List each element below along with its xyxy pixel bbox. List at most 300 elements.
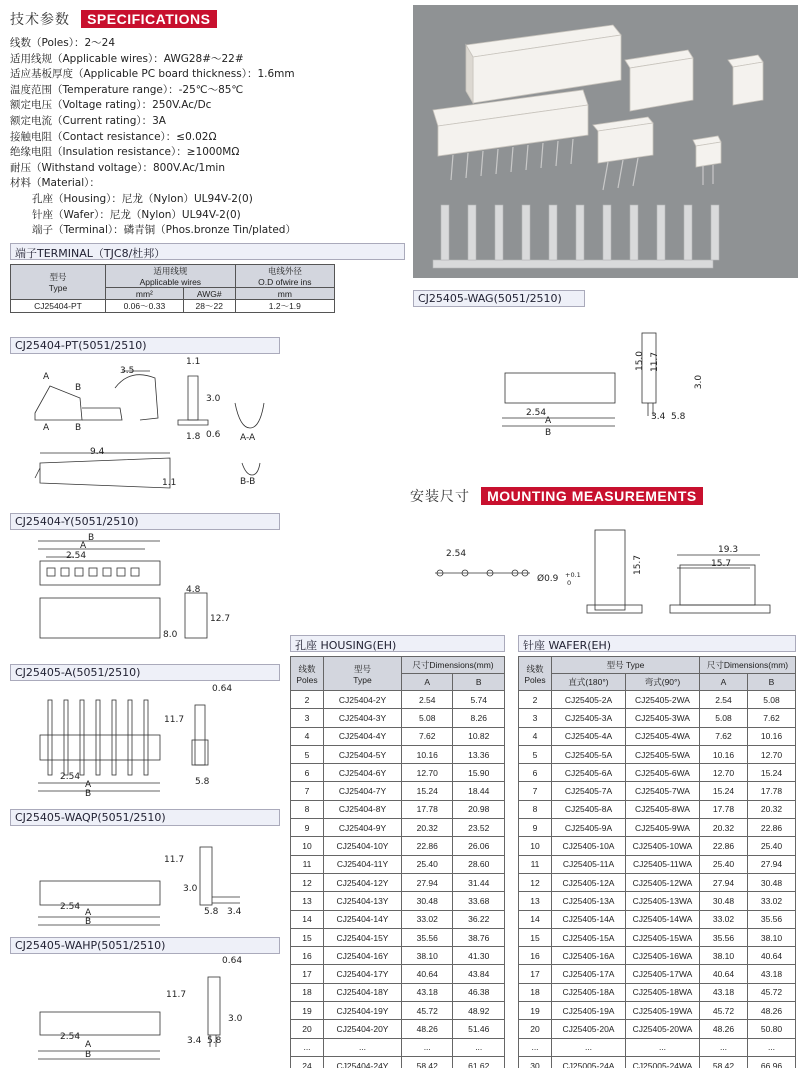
wafer-cell: 5.08 [747,691,795,709]
wafer-cell: 5 [519,745,552,763]
wahp-dim: 5.8 [207,1036,222,1046]
housing-row [291,819,505,837]
pin [48,700,52,775]
spec-line: 绝缘电阻（Insulation resistance）：≥1000MΩ [10,146,240,159]
a-dim: 5.8 [195,777,210,787]
wafer-cell: 19 [519,1002,552,1020]
wahp-dim: 11.7 [166,990,187,1000]
housing-cell: 12 [291,873,324,891]
wafer-cell: CJ25405-12WA [626,873,700,891]
wafer-cell: 4 [519,727,552,745]
wafer-cell: 10.16 [700,745,748,763]
housing-cell: 51.46 [453,1020,505,1038]
housing-cell: ... [291,1038,324,1056]
wafer-row [519,800,796,818]
wafer-cell: CJ25405-8WA [626,800,700,818]
pt-dim: 1.1 [162,478,177,488]
pt-dim: B [75,383,82,393]
wafer-cell: 17 [519,965,552,983]
mount-dim: Ø0.9 [537,574,559,584]
housing-cell: 48.26 [402,1020,453,1038]
spec-line: 材料（Material）： [10,177,100,190]
wag-dim: B [545,428,552,438]
pt-dim: B [75,423,82,433]
housing-cell: 28.60 [453,855,505,873]
housing-cell: ... [402,1038,453,1056]
specifications-header [10,9,217,29]
housing-cell: 10 [291,837,324,855]
terminal-cell: 1.2～1.9 [235,300,334,313]
housing-cell: 14 [291,910,324,928]
housing-cell: CJ25404-8Y [324,800,402,818]
mount-dim: 15.7 [711,559,732,569]
wafer-cell: 50.80 [747,1020,795,1038]
housing-cell: CJ25404-12Y [324,873,402,891]
spec-line: 接触电阻（Contact resistance）：≤0.02Ω [10,130,217,143]
housing-cell: 46.38 [453,983,505,1001]
wafer-cell: CJ25405-14WA [626,910,700,928]
wafer-cell: 10.16 [747,727,795,745]
wafer-cell: CJ25405-18A [552,983,626,1001]
wafer-cell: 22.86 [700,837,748,855]
wafer-cell: CJ25405-11A [552,855,626,873]
waqp-dim: 3.4 [227,907,242,917]
housing-cell: 15.90 [453,764,505,782]
wahp-drawing [10,957,285,1067]
specifications-header-cn: 技术参数 [10,12,70,28]
housing-cell: 22.86 [402,837,453,855]
wafer-cell: CJ25405-3A [552,709,626,727]
spec-line: 孔座（Housing）：尼龙（Nylon）UL94V-2(0) [32,192,253,205]
wafer-cell: CJ25405-7WA [626,782,700,800]
wafer-cell: 33.02 [700,910,748,928]
wag-dim: 3.0 [694,374,705,390]
housing-cell: CJ25404-18Y [324,983,402,1001]
y-dim: 2.54 [66,551,87,561]
wafer-cell: CJ25405-17A [552,965,626,983]
housing-cell: CJ25404-2Y [324,691,402,709]
housing-row [291,764,505,782]
wafer-table [518,656,796,1068]
pt-dim: 3.5 [120,366,135,376]
housing-cell: 3 [291,709,324,727]
mount-dim: 0 [567,579,572,587]
housing-cell: 61.62 [453,1056,505,1068]
housing-cell: CJ25404-14Y [324,910,402,928]
housing-cell: 31.44 [453,873,505,891]
housing-cell: CJ25404-4Y [324,727,402,745]
wafer-cell: 25.40 [747,837,795,855]
housing-cell: 38.10 [402,947,453,965]
terminal-table [10,264,335,313]
wafer-cell: CJ25405-12A [552,873,626,891]
housing-row [291,782,505,800]
housing-cell: 27.94 [402,873,453,891]
wafer-straight-header: 直式(180°) [552,674,626,691]
housing-cell: 48.92 [453,1002,505,1020]
wafer-row [519,947,796,965]
mounting-header-en: MOUNTING MEASUREMENTS [481,487,703,505]
pt-dim: 1.1 [186,357,201,367]
wafer-cell: 20 [519,1020,552,1038]
pt-dim: A [43,423,50,433]
housing-cell: CJ25404-10Y [324,837,402,855]
wafer-cell: 7.62 [700,727,748,745]
wahp-dim: 3.4 [187,1036,202,1046]
wafer-cell: CJ25405-10A [552,837,626,855]
pin [64,700,68,775]
pin [96,700,100,775]
wafer-cell: CJ25405-18WA [626,983,700,1001]
terminal-sub-mm: mm [235,288,334,300]
mounting-header-cn: 安装尺寸 [410,489,470,505]
housing-row [291,727,505,745]
wafer-cell: 3 [519,709,552,727]
wafer-cell: CJ25405-20A [552,1020,626,1038]
y-dim: 12.7 [210,614,231,624]
wag-dim: A [545,416,552,426]
housing-row [291,745,505,763]
wafer-cell: 15 [519,928,552,946]
mounting-header [410,486,703,506]
wafer-cell: 20.32 [700,819,748,837]
housing-row [291,1056,505,1068]
housing-cell: 18 [291,983,324,1001]
mounting-drawing [415,520,800,630]
housing-cell: 58.42 [402,1056,453,1068]
housing-cell: 30.48 [402,892,453,910]
wafer-cell: 14 [519,910,552,928]
wafer-cell: CJ25405-15A [552,928,626,946]
a-drawing [10,685,285,805]
pt-dim: A [43,372,50,382]
wafer-cell: 20.32 [747,800,795,818]
wafer-cell: 17.78 [747,782,795,800]
housing-cell: 23.52 [453,819,505,837]
terminal-sub-mm2: mm² [106,288,184,300]
housing-cell: 25.40 [402,855,453,873]
wafer-cell: CJ25405-2A [552,691,626,709]
wafer-cell: 12 [519,873,552,891]
wafer-row [519,691,796,709]
wafer-cell: 22.86 [747,819,795,837]
wafer-cell: CJ25405-9A [552,819,626,837]
housing-row [291,873,505,891]
housing-cell: 35.56 [402,928,453,946]
housing-cell: ... [324,1038,402,1056]
waqp-section-bar: CJ25405-WAQP(5051/2510) [10,809,280,826]
wafer-cell: 18 [519,983,552,1001]
pin [128,700,132,775]
housing-cell: 45.72 [402,1002,453,1020]
wafer-cell: CJ25405-13A [552,892,626,910]
housing-cell: CJ25404-3Y [324,709,402,727]
housing-cell: 6 [291,764,324,782]
wafer-cell: CJ25405-5A [552,745,626,763]
housing-cell: CJ25404-13Y [324,892,402,910]
housing-row [291,983,505,1001]
wag-dim: 5.8 [671,412,686,422]
wafer-cell: CJ25405-10WA [626,837,700,855]
wahp-dim: 2.54 [60,1032,81,1042]
wafer-section-bar: 针座 WAFER(EH) [518,635,796,652]
a-dim: 2.54 [60,772,81,782]
spec-line: 端子（Terminal）：磷青铜（Phos.bronze Tin/plated） [32,224,296,237]
housing-cell: 20.98 [453,800,505,818]
waqp-dim: 2.54 [60,902,81,912]
housing-cell: 16 [291,947,324,965]
housing-cell: 33.68 [453,892,505,910]
spec-line: 额定电流（Current rating）：3A [10,114,166,127]
housing-cell: 12.70 [402,764,453,782]
wafer-row [519,745,796,763]
wafer-cell: CJ25405-9WA [626,819,700,837]
spec-line: 针座（Wafer）：尼龙（Nylon）UL94V-2(0) [32,208,241,221]
housing-cell: 36.22 [453,910,505,928]
spec-line: 适用线规（Applicable wires）：AWG28#～22# [10,52,244,65]
wafer-row [519,819,796,837]
pin [80,700,84,775]
housing-cell: 26.06 [453,837,505,855]
housing-row [291,855,505,873]
wafer-row [519,873,796,891]
pt-dim: 1.8 [186,432,201,442]
housing-cell: 24 [291,1056,324,1068]
wafer-cell: CJ25405-4A [552,727,626,745]
wafer-row [519,1002,796,1020]
y-dim: 8.0 [163,630,178,640]
wafer-row [519,727,796,745]
wahp-dim: 3.0 [228,1014,243,1024]
housing-cell: CJ25404-16Y [324,947,402,965]
wafer-cell: CJ25405-7A [552,782,626,800]
wafer-row [519,983,796,1001]
housing-cell: 10.16 [402,745,453,763]
housing-cell: 13.36 [453,745,505,763]
wag-dim: 3.4 [651,412,666,422]
housing-cell: 2 [291,691,324,709]
housing-dim-header: 尺寸Dimensions(mm) [402,657,505,674]
housing-b-header: B [453,674,505,691]
wafer-cell: 9 [519,819,552,837]
wafer-row [519,928,796,946]
wafer-row [519,782,796,800]
wag-section-bar: CJ25405-WAG(5051/2510) [413,290,585,307]
y-section-bar: CJ25404-Y(5051/2510) [10,513,280,530]
pt-section-bar: CJ25404-PT(5051/2510) [10,337,280,354]
wafer-cell: CJ25405-15WA [626,928,700,946]
housing-row [291,837,505,855]
spec-line: 温度范围（Temperature range）：-25℃～85℃ [10,83,244,96]
wag-drawing [490,318,720,448]
terminal-cell: CJ25404-PT [11,300,106,313]
spec-line: 线数（Poles）：2～24 [10,37,116,49]
a-section-bar: CJ25405-A(5051/2510) [10,664,280,681]
y-drawing [10,533,285,653]
a-dim: 11.7 [164,715,185,725]
wafer-cell: CJ25405-6WA [626,764,700,782]
wafer-cell: 48.26 [700,1020,748,1038]
housing-cell: 7 [291,782,324,800]
housing-cell: 13 [291,892,324,910]
pt-dim: B-B [240,477,256,487]
wafer-cell: 40.64 [700,965,748,983]
housing-cell: CJ25404-9Y [324,819,402,837]
housing-cell: ... [453,1038,505,1056]
wafer-cell: 13 [519,892,552,910]
wafer-cell: CJ25405-8A [552,800,626,818]
connector-photo-illustration [413,5,798,278]
housing-cell: 40.64 [402,965,453,983]
housing-cell: CJ25404-20Y [324,1020,402,1038]
wafer-cell: 33.02 [747,892,795,910]
housing-cell: 9 [291,819,324,837]
wahp-dim: A [85,1040,92,1050]
y-dim: A [80,541,87,551]
wafer-a-header: A [700,674,748,691]
wafer-cell: 45.72 [747,983,795,1001]
wag-dim: 15.0 [635,350,646,372]
housing-cell: 43.18 [402,983,453,1001]
wafer-cell: ... [747,1038,795,1056]
wafer-row [519,1038,796,1056]
wafer-row [519,892,796,910]
terminal-cell: 0.06～0.33 [106,300,184,313]
housing-cell: 2.54 [402,691,453,709]
wafer-cell: 5.08 [700,709,748,727]
housing-cell: 15 [291,928,324,946]
a-dim: B [85,789,92,799]
wafer-cell: 7.62 [747,709,795,727]
wafer-cell: ... [626,1038,700,1056]
wafer-cell: 43.18 [700,983,748,1001]
wafer-cell: CJ25405-6A [552,764,626,782]
housing-a-header: A [402,674,453,691]
wafer-cell: CJ25405-17WA [626,965,700,983]
mount-dim: +0.1 [565,571,581,579]
wafer-row [519,709,796,727]
wafer-cell: 11 [519,855,552,873]
waqp-dim: A [85,908,92,918]
wafer-cell: CJ25405-20WA [626,1020,700,1038]
terminal-section-bar: 端子TERMINAL（TJC8/杜邦） [10,243,405,260]
wahp-dim: B [85,1050,92,1060]
wafer-cell: 2.54 [700,691,748,709]
wafer-cell: 38.10 [700,947,748,965]
housing-cell: CJ25404-17Y [324,965,402,983]
wafer-row [519,855,796,873]
wafer-cell: 25.40 [700,855,748,873]
housing-cell: 19 [291,1002,324,1020]
wafer-b-header: B [747,674,795,691]
housing-row [291,800,505,818]
wafer-cell: 17.78 [700,800,748,818]
wafer-cell: 38.10 [747,928,795,946]
wafer-cell: ... [552,1038,626,1056]
wafer-cell: 6 [519,764,552,782]
housing-cell: CJ25404-5Y [324,745,402,763]
housing-row [291,928,505,946]
waqp-dim: 5.8 [204,907,219,917]
housing-cell: 20.32 [402,819,453,837]
wafer-row [519,1056,796,1068]
specifications-header-en: SPECIFICATIONS [81,10,216,28]
terminal-sub-awg: AWG# [183,288,235,300]
y-dim: 4.8 [186,585,201,595]
housing-cell: 33.02 [402,910,453,928]
wafer-cell: 2 [519,691,552,709]
pt-dim: 9.4 [90,447,105,457]
pt-dim: 0.6 [206,430,221,440]
housing-cell: 17 [291,965,324,983]
wahp-dim: 0.64 [222,956,243,966]
pin [144,700,148,775]
wafer-row [519,965,796,983]
wafer-cell: 16 [519,947,552,965]
housing-row [291,709,505,727]
waqp-dim: B [85,917,92,927]
pt-dim: 3.0 [206,394,221,404]
housing-row [291,1038,505,1056]
waqp-dim: 3.0 [183,884,198,894]
spec-line: 额定电压（Voltage rating）：250V.Ac/Dc [10,99,212,112]
wafer-cell: ... [700,1038,748,1056]
housing-type-header: 型号 Type [324,657,402,691]
housing-row [291,965,505,983]
wafer-row [519,837,796,855]
product-photo [413,5,798,278]
wafer-cell: CJ25405-4WA [626,727,700,745]
wafer-cell: CJ25405-3WA [626,709,700,727]
terminal-wires-header: 适用线规 Applicable wires [106,265,236,288]
wag-dim: 11.7 [650,351,661,373]
housing-cell: CJ25404-15Y [324,928,402,946]
wafer-cell: CJ25405-13WA [626,892,700,910]
wafer-cell: CJ25005-24A [552,1056,626,1068]
wafer-cell: 30.48 [700,892,748,910]
housing-section-bar: 孔座 HOUSING(EH) [290,635,505,652]
wafer-row [519,764,796,782]
housing-cell: 8.26 [453,709,505,727]
wahp-section-bar: CJ25405-WAHP(5051/2510) [10,937,280,954]
waqp-dim: 11.7 [164,855,185,865]
housing-cell: 8 [291,800,324,818]
housing-row [291,892,505,910]
wafer-cell: 40.64 [747,947,795,965]
wafer-cell: 15.24 [747,764,795,782]
wafer-cell: 12.70 [747,745,795,763]
waqp-drawing [10,829,285,939]
housing-row [291,691,505,709]
wafer-cell: 30.48 [747,873,795,891]
wafer-cell: 12.70 [700,764,748,782]
housing-cell: CJ25404-19Y [324,1002,402,1020]
wafer-cell: 10 [519,837,552,855]
wafer-cell: 27.94 [700,873,748,891]
wafer-cell: CJ25405-14A [552,910,626,928]
pin [112,700,116,775]
housing-cell: CJ25404-7Y [324,782,402,800]
wafer-type-header: 型号 Type [552,657,700,674]
housing-cell: CJ25404-6Y [324,764,402,782]
housing-row [291,1002,505,1020]
wafer-cell: CJ25405-5WA [626,745,700,763]
housing-cell: 5.08 [402,709,453,727]
housing-row [291,1020,505,1038]
housing-cell: 43.84 [453,965,505,983]
a-dim: A [85,780,92,790]
wafer-poles-header: 线数 Poles [519,657,552,691]
